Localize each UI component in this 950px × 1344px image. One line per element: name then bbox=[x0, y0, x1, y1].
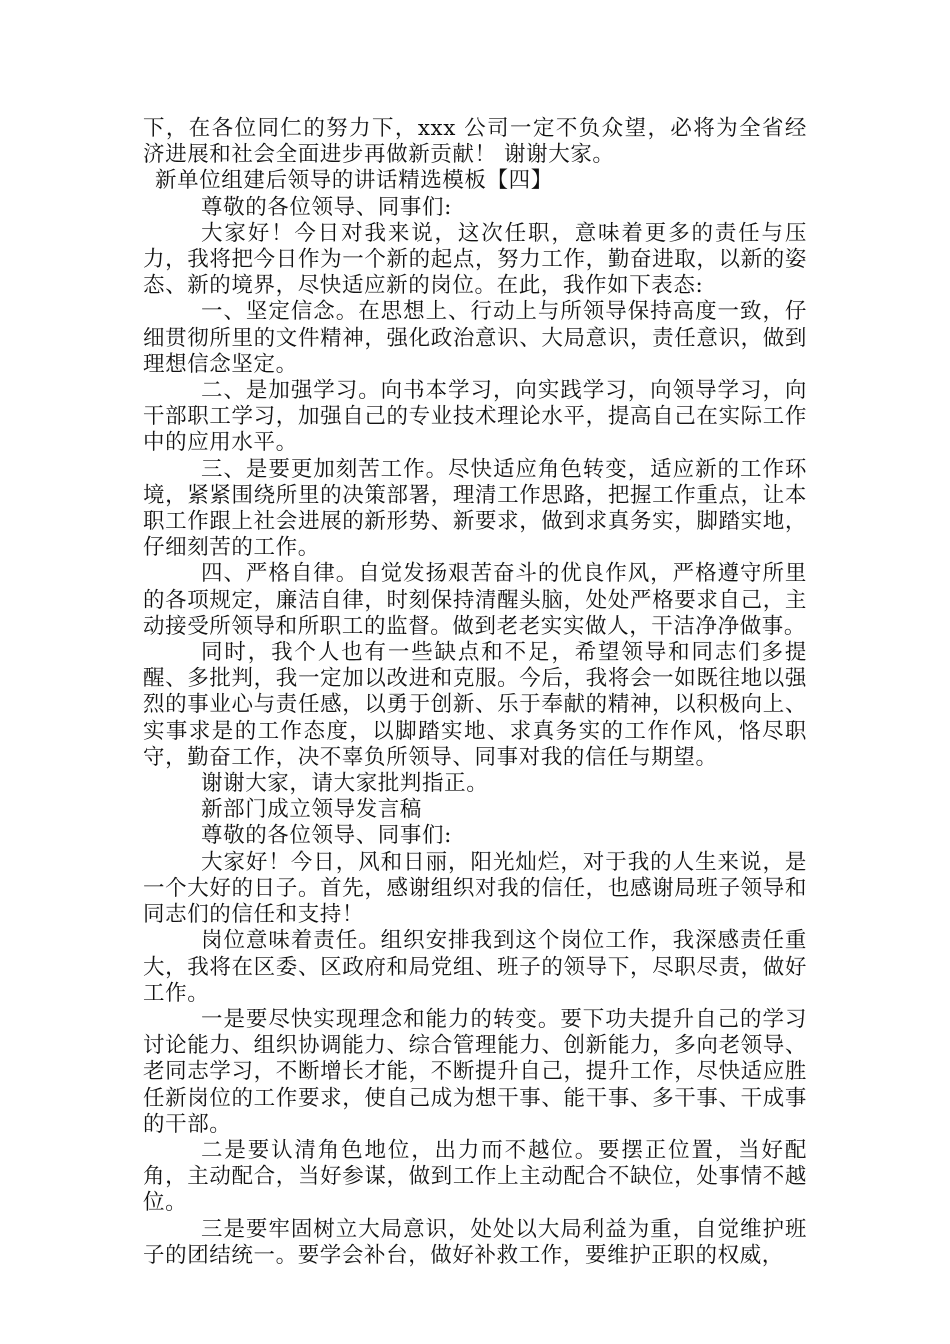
paragraph: 二是要认清角色地位，出力而不越位。要摆正位置，当好配角，主动配合，当好参谋，做到工作上主动配合不缺位，处事情不越位。 bbox=[143, 1137, 807, 1216]
paragraph: 一是要尽快实现理念和能力的转变。要下功夫提升自己的学习讨论能力、组织协调能力、综合管理能力、创新能力，多向老领导、老同志学习，不断增长才能，不断提升自己，提升工作，尽快适应胜任新岗位的工作要求，使自己成为想干事、能干事、多干事、干成事的干部。 bbox=[143, 1006, 807, 1137]
salutation: 尊敬的各位领导、同事们: bbox=[201, 823, 452, 849]
section-title: 新单位组建后领导的讲话精选模板【四】 bbox=[155, 168, 553, 194]
paragraph: 三是要牢固树立大局意识，处处以大局利益为重，自觉维护班子的团结统一。要学会补台，做好补救工作，要维护正职的权威， bbox=[143, 1216, 807, 1268]
document-body bbox=[143, 116, 807, 1269]
paragraph: 二、是加强学习。向书本学习，向实践学习，向领导学习，向干部职工学习，加强自己的专业技术理论水平，提高自己在实际工作中的应用水平。 bbox=[143, 378, 807, 456]
paragraph: 同时，我个人也有一些缺点和不足，希望领导和同志们多提醒、多批判，我一定加以改进和克服。今后，我将会一如既往地以强烈的事业心与责任感，以勇于创新、乐于奉献的精神，以积极向上、实事求是的工作态度，以脚踏实地、求真务实的工作作风，恪尽职守，勤奋工作，决不辜负所领导、同事对我的信任与期望。 bbox=[143, 640, 807, 770]
paragraph: 下，在各位同仁的努力下，xxx 公司一定不负众望，必将为全省经济进展和社会全面进步再做新贡献！ 谢谢大家。 bbox=[143, 116, 807, 168]
paragraph: 四、严格自律。自觉发扬艰苦奋斗的优良作风，严格遵守所里的各项规定，廉洁自律，时刻保持清醒头脑，处处严格要求自己，主动接受所领导和所职工的监督。做到老老实实做人，干洁净净做事。 bbox=[143, 561, 807, 639]
paragraph: 大家好！今日对我来说，这次任职，意味着更多的责任与压力，我将把今日作为一个新的起点，努力工作，勤奋进取，以新的姿态、新的境界，尽快适应新的岗位。在此，我作如下表态: bbox=[143, 220, 807, 299]
paragraph: 一、坚定信念。在思想上、行动上与所领导保持高度一致，仔细贯彻所里的文件精神，强化政治意识、大局意识，责任意识，做到理想信念坚定。 bbox=[143, 299, 807, 377]
salutation: 尊敬的各位领导、同事们: bbox=[201, 194, 452, 220]
paragraph: 岗位意味着责任。组织安排我到这个岗位工作，我深感责任重大，我将在区委、区政府和局党组、班子的领导下，尽职尽责，做好工作。 bbox=[143, 928, 807, 1006]
paragraph: 三、是要更加刻苦工作。尽快适应角色转变，适应新的工作环境，紧紧围绕所里的决策部署，理清工作思路，把握工作重点，让本职工作跟上社会进展的新形势、新要求，做到求真务实，脚踏实地，仔细刻苦的工作。 bbox=[143, 456, 807, 561]
section-title: 新部门成立领导发言稿 bbox=[201, 797, 423, 823]
closing-line: 谢谢大家，请大家批判指正。 bbox=[201, 771, 489, 797]
paragraph: 大家好！今日，风和日丽，阳光灿烂，对于我的人生来说，是一个大好的日子。首先，感谢组织对我的信任，也感谢局班子领导和同志们的信任和支持！ bbox=[143, 849, 807, 928]
